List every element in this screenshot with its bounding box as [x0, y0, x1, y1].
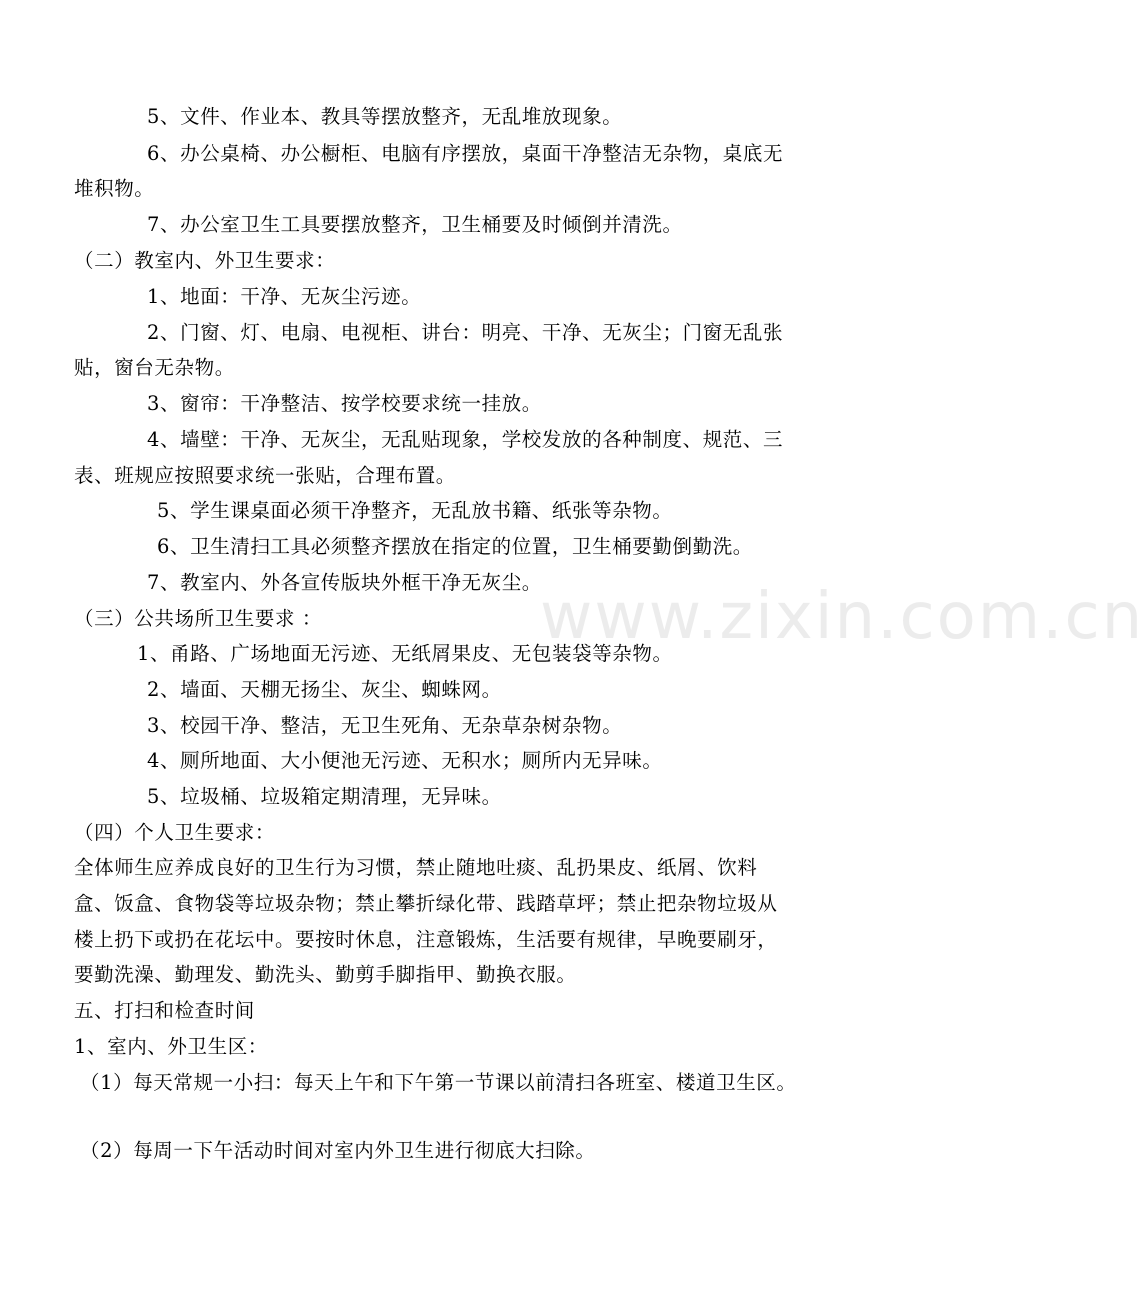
classroom-item-6: 6、卫生清扫工具必须整齐摆放在指定的位置，卫生桶要勤倒勤洗。	[157, 535, 753, 558]
office-item-6: 6、办公桌椅、办公橱柜、电脑有序摆放，桌面干净整洁无杂物，桌底无	[147, 142, 784, 165]
personal-paragraph-line-3: 楼上扔下或扔在花坛中。要按时休息，注意锻炼，生活要有规律，早晚要刷牙，	[74, 928, 778, 951]
classroom-item-7: 7、教室内、外各宣传版块外框干净无灰尘。	[147, 571, 542, 594]
watermark: www.zixin.com.cn	[540, 580, 1144, 654]
schedule-item-1: 1、室内、外卫生区：	[74, 1035, 268, 1058]
classroom-item-4: 4、墙壁：干净、无灰尘，无乱贴现象，学校发放的各种制度、规范、三	[147, 428, 784, 451]
section-public-heading: （三）公共场所卫生要求 ：	[74, 607, 322, 630]
public-item-3: 3、校园干净、整洁，无卫生死角、无杂草杂树杂物。	[147, 714, 623, 737]
schedule-item-1-2: （2）每周一下午活动时间对室内外卫生进行彻底大扫除。	[80, 1139, 596, 1162]
personal-paragraph-line-1: 全体师生应养成良好的卫生行为习惯，禁止随地吐痰、乱扔果皮、纸屑、饮料	[74, 856, 758, 879]
section-classroom-heading: （二）教室内、外卫生要求：	[74, 249, 336, 272]
classroom-item-3: 3、窗帘：干净整洁、按学校要求统一挂放。	[147, 392, 542, 415]
personal-paragraph-line-2: 盒、饭盒、食物袋等垃圾杂物；禁止攀折绿化带、践踏草坪；禁止把杂物垃圾从	[74, 892, 778, 915]
classroom-item-2: 2、门窗、灯、电扇、电视柜、讲台：明亮、干净、无灰尘；门窗无乱张	[147, 321, 784, 344]
classroom-item-1: 1、地面：干净、无灰尘污迹。	[147, 285, 422, 308]
section-schedule-heading: 五、打扫和检查时间	[74, 999, 255, 1022]
public-item-5: 5、垃圾桶、垃圾箱定期清理，无异味。	[147, 785, 502, 808]
public-item-1: 1、甬路、广场地面无污迹、无纸屑果皮、无包装袋等杂物。	[137, 642, 673, 665]
classroom-item-5: 5、学生课桌面必须干净整齐，无乱放书籍、纸张等杂物。	[157, 499, 673, 522]
office-item-5: 5、文件、作业本、教具等摆放整齐，无乱堆放现象。	[147, 105, 623, 128]
personal-paragraph-line-4: 要勤洗澡、勤理发、勤洗头、勤剪手脚指甲、勤换衣服。	[74, 963, 577, 986]
office-item-6-cont: 堆积物。	[74, 177, 155, 200]
classroom-item-4-cont: 表、班规应按照要求统一张贴，合理布置。	[74, 464, 456, 487]
section-personal-heading: （四）个人卫生要求：	[74, 821, 276, 844]
classroom-item-2-cont: 贴，窗台无杂物。	[74, 356, 235, 379]
office-item-7: 7、办公室卫生工具要摆放整齐，卫生桶要及时倾倒并清洗。	[147, 213, 683, 236]
schedule-item-1-1: （1）每天常规一小扫：每天上午和下午第一节课以前清扫各班室、楼道卫生区。	[80, 1071, 797, 1094]
public-item-2: 2、墙面、天棚无扬尘、灰尘、蜘蛛网。	[147, 678, 502, 701]
public-item-4: 4、厕所地面、大小便池无污迹、无积水；厕所内无异味。	[147, 749, 663, 772]
